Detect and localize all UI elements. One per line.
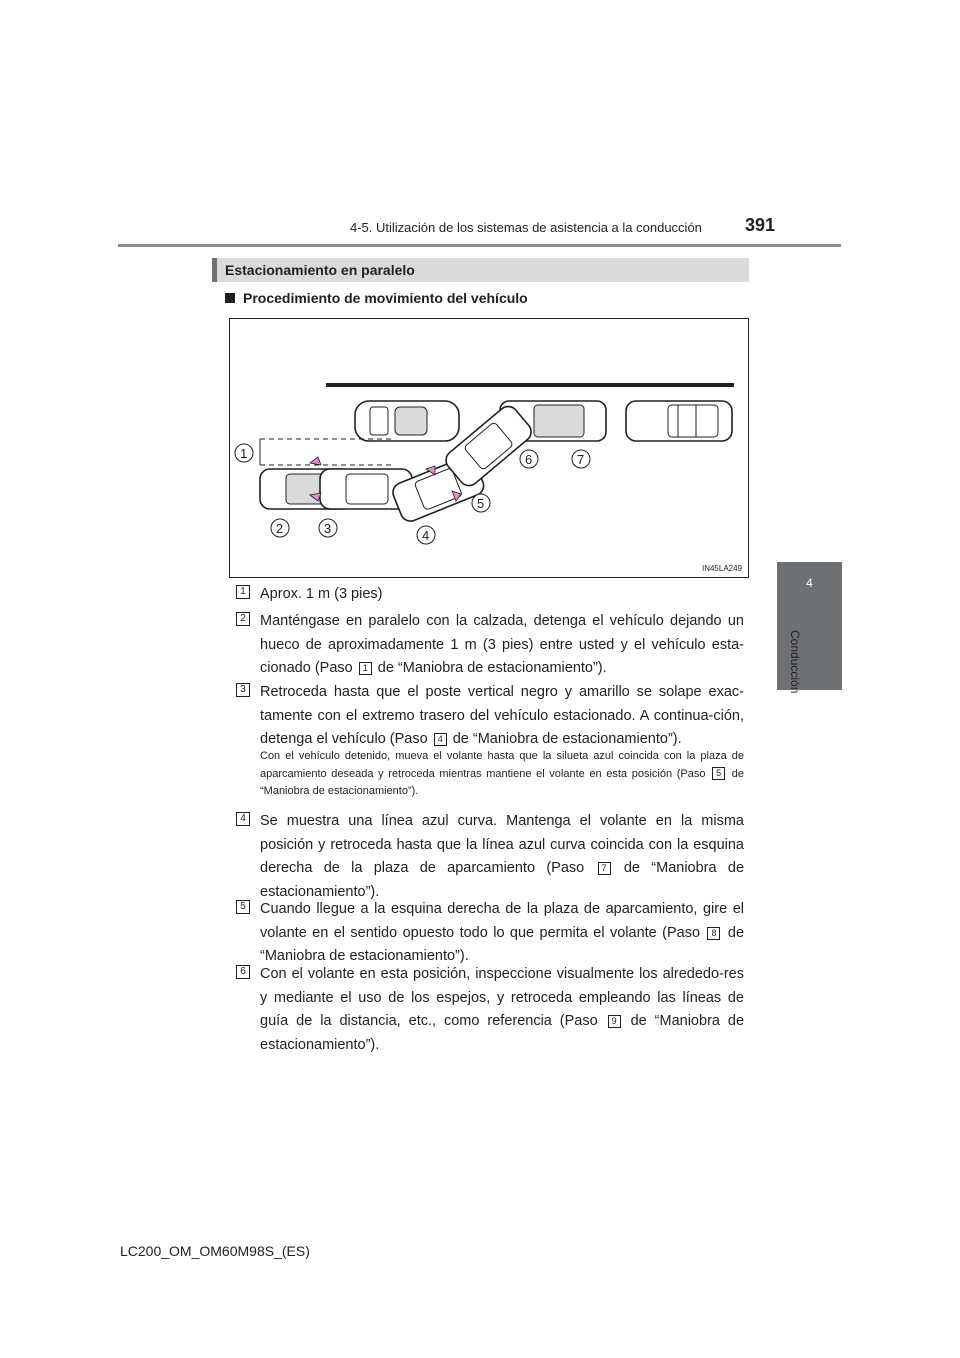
item-text: Aprox. 1 m (3 pies) xyxy=(260,586,383,602)
parked-car-front xyxy=(355,401,459,441)
item-text: Manténgase en paralelo con la calzada, detenga el vehículo dejando un hueco de aproximadamente 1 m (3 pies) entre usted y el vehículo esta-cionado (Paso 1 de “Maniobra de estacionamiento”). xyxy=(260,613,744,676)
callout-2: 2 xyxy=(276,521,284,536)
callout-4: 4 xyxy=(422,528,430,543)
parking-diagram xyxy=(229,318,749,578)
footer-code: LC200_OM_OM60M98S_(ES) xyxy=(120,1243,310,1259)
chapter-label: Conducción xyxy=(788,630,802,694)
item-number: 2 xyxy=(236,612,250,626)
callout-7: 7 xyxy=(577,452,585,467)
list-item xyxy=(236,681,744,752)
step-ref: 4 xyxy=(434,733,447,746)
parked-car-rear xyxy=(626,401,732,441)
item-number: 6 xyxy=(236,965,250,979)
chapter-number: 4 xyxy=(806,576,813,590)
section-accent xyxy=(212,258,217,282)
item-number: 5 xyxy=(236,900,250,914)
callout-6: 6 xyxy=(525,452,533,467)
item-number: 3 xyxy=(236,683,250,697)
item-text: Se muestra una línea azul curva. Mantenga el volante en la misma posición y retroceda hasta que la línea azul curva coincida con la esquina derecha de la plaza de aparcamiento (Paso 7 de “Maniobra de estacionamiento”). xyxy=(260,813,745,900)
callout-1: 1 xyxy=(240,446,248,461)
step-ref: 1 xyxy=(359,662,372,675)
header-title: 4-5. Utilización de los sistemas de asistencia a la conducción xyxy=(350,220,702,235)
page-number: 391 xyxy=(745,215,776,235)
note-text: Con el vehículo detenido, mueva el volante hasta que la silueta azul coincida con la plaza de aparcamiento deseada y retroceda mientras mantiene el volante en esta posición (Paso 5 de “Maniobra de estacionamiento”). xyxy=(260,750,744,797)
list-item xyxy=(236,583,744,607)
subheading xyxy=(225,290,528,306)
callout-5: 5 xyxy=(477,496,485,511)
list-item xyxy=(236,963,744,1057)
item-number: 1 xyxy=(236,585,250,599)
square-bullet-icon xyxy=(225,293,235,303)
item-number: 4 xyxy=(236,812,250,826)
header-divider xyxy=(118,244,841,247)
list-item xyxy=(236,898,744,969)
subheading-text: Procedimiento de movimiento del vehículo xyxy=(243,290,528,306)
step-ref: 8 xyxy=(707,927,720,940)
parking-illustration xyxy=(230,319,748,577)
step-ref: 5 xyxy=(712,767,725,780)
figure-code: IN45LA249 xyxy=(701,564,742,573)
list-item xyxy=(236,810,744,904)
list-item xyxy=(236,610,744,681)
item-text: Cuando llegue a la esquina derecha de la plaza de aparcamiento, gire el volante en el sentido opuesto todo lo que permita el volante (Paso 8 de “Maniobra de estacionamiento”). xyxy=(260,901,745,964)
section-header xyxy=(212,258,749,282)
callout-3: 3 xyxy=(324,521,332,536)
section-title: Estacionamiento en paralelo xyxy=(225,262,415,278)
step-ref: 9 xyxy=(608,1015,621,1028)
item-text: Retroceda hasta que el poste vertical negro y amarillo se solape exac-tamente con el extremo trasero del vehículo estacionado. A continua-ción, detenga el vehículo (Paso 4 de “Maniobra de estacionamiento”). xyxy=(260,684,744,747)
item-text: Con el volante en esta posición, inspeccione visualmente los alrededo-res y mediante el uso de los espejos, y retroceda empleando las líneas de guía de la distancia, etc., como referencia (Paso 9 de “Maniobra de estacionamiento”). xyxy=(260,966,745,1053)
curb-line xyxy=(326,383,734,387)
step-ref: 7 xyxy=(598,862,611,875)
